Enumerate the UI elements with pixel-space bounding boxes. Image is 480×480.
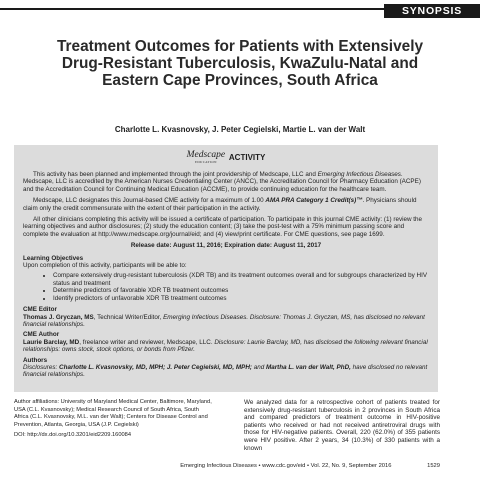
release-dates: Release date: August 11, 2016; Expiration date: August 11, 2017 <box>130 242 322 250</box>
objectives-list <box>23 272 429 302</box>
cme-paragraph-participation: All other clinicians completing this activity will be issued a certificate of participation. To participate in this journal CME activity: (1) review the learning objectives and author disclosures; (2) study the education content; (3) take the post-test with a 75% minimum passing score and complete the evaluation at http://www.medscape.org/journal/eid; and (4) view/print certificate. For CME questions, see page 1699. <box>23 216 423 238</box>
objectives-heading: Learning Objectives <box>23 254 84 262</box>
objective-item: • Determine predictors of favorable XDR TB treatment outcomes <box>53 287 429 294</box>
cme-header <box>23 151 429 167</box>
cme-author-heading: CME Author <box>23 331 60 339</box>
cme-paragraph-providership: This activity has been planned and implemented through the joint providership of Medscape, LLC and Emerging Infectious Diseases. Medscape, LLC is accredited by the American Nurses Credentialing Center (ANCC), the Accreditation Council for Pharmacy Education (ACPE) and the Accreditation Council for Continuing Medical Education (ACCME), to provide continuing education for the healthcare team. <box>23 171 421 193</box>
authors-heading: Authors <box>23 356 48 364</box>
section-label: SYNOPSIS <box>384 4 480 18</box>
journal-line: Emerging Infectious Diseases • www.cdc.gov/eid • Vol. 22, No. 9, September 2016 <box>180 463 392 469</box>
cme-editor-disclosure: Thomas J. Gryczan, MS, Technical Writer/Editor, Emerging Infectious Diseases. Disclosure: Thomas J. Gryczan, MS, has disclosed no relevant financial relationships. <box>23 313 425 328</box>
medscape-logo: Medscape EDUCATION <box>186 150 226 164</box>
page-number: 1529 <box>427 463 440 469</box>
page-footer <box>0 463 440 469</box>
cme-author-disclosure: Laurie Barclay, MD, freelance writer and reviewer, Medscape, LLC. Disclosure: Laurie Barclay, MD, has disclosed the following relevant financial relationships: owns stock, stock options, or bonds from Pfizer. <box>23 338 428 354</box>
author-affiliations <box>14 399 214 440</box>
objectives-intro: Upon completion of this activity, participants will be able to: <box>23 262 187 270</box>
doi-link[interactable]: DOI: http://dx.doi.org/10.3201/eid2209.160084 <box>14 432 131 439</box>
objective-item: • Compare extensively drug-resistant tuberculosis (XDR TB) and its treatment outcomes overall and for subgroups characterized by HIV status and treatment <box>53 272 429 287</box>
article-title: Treatment Outcomes for Patients with Extensively Drug-Resistant Tuberculosis, KwaZulu-Natal and Eastern Cape Provinces, South Africa <box>56 38 424 89</box>
cme-heading: ACTIVITY <box>228 152 266 162</box>
authors-disclosure: Disclosures: Charlotte L. Kvasnovsky, MD, MPH; J. Peter Cegielski, MD, MPH; and Martha L. van der Walt, PhD, have disclosed no relevant financial relationships. <box>23 363 428 379</box>
article-authors: Charlotte L. Kvasnovsky, J. Peter Cegielski, Martie L. van der Walt <box>114 125 366 134</box>
affiliations-text: Author affiliations: University of Maryland Medical Center, Baltimore, Maryland, USA (C.L. Kvasnovsky); Medical Research Council of South Africa, South Africa (C.L. Kvasnovsky, M.L. van der Walt); Centers for Disease Control and Prevention, Atlanta, Georgia, USA (J.P. Cegielski) <box>14 399 212 428</box>
abstract-text: We analyzed data for a retrospective cohort of patients treated for extensively drug-resistant tuberculosis in 2 provinces in South Africa and compared predictors of treatment outcome in HIV-positive patients who received or had not received antiretroviral drugs with those for HIV-negative patients. Overall, 220 (62.0%) of 355 patients were HIV positive. After 2 years, 34 (10.3%) of 330 patients with a known <box>244 399 440 452</box>
cme-activity-box <box>14 145 438 392</box>
cme-editor-heading: CME Editor <box>23 306 57 314</box>
objective-item: • Identify predictors of unfavorable XDR TB treatment outcomes <box>53 295 429 302</box>
cme-paragraph-credit: Medscape, LLC designates this Journal-based CME activity for a maximum of 1.00 AMA PRA Category 1 Credit(s)™. Physicians should claim only the credit commensurate with the extent of their participation in the activity. <box>23 197 417 212</box>
